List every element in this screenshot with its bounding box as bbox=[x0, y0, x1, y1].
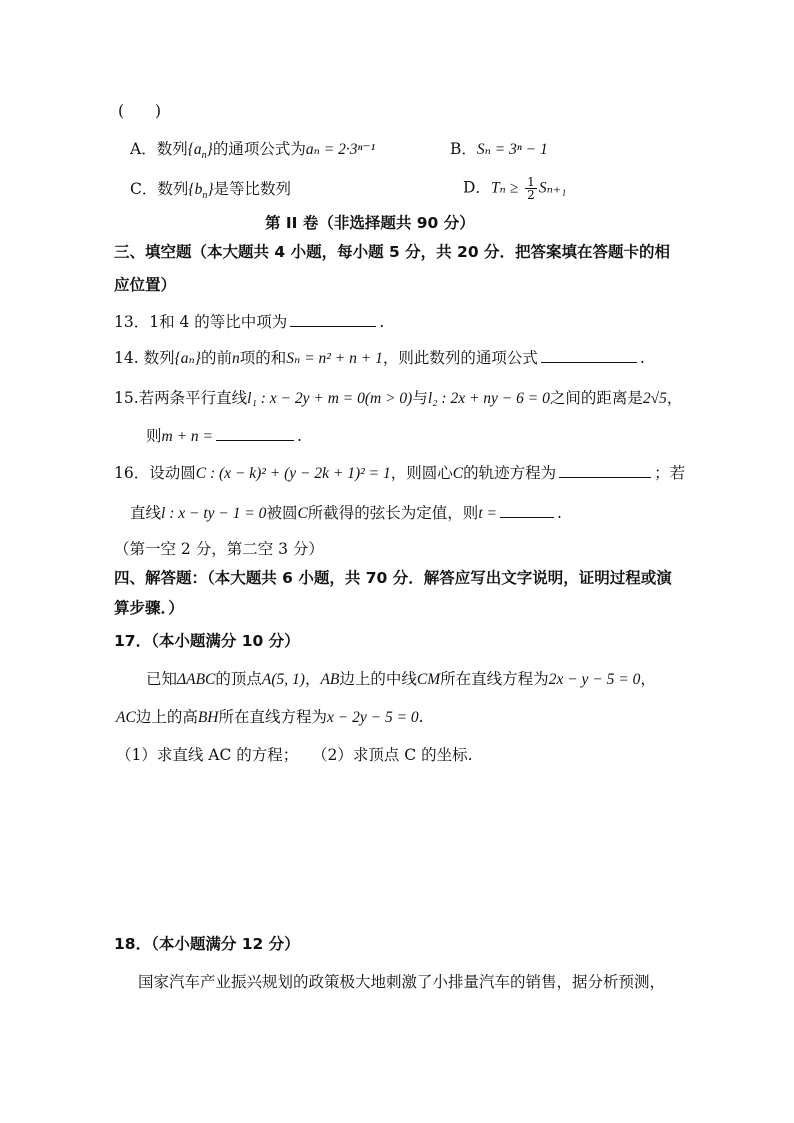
q16-c2: C bbox=[297, 505, 308, 522]
q17-eq2: x − 2y − 5 = 0 bbox=[327, 709, 419, 726]
q15-line-1: l₁ : x − 2y + m = 0(m > 0) bbox=[247, 390, 413, 407]
option-d-rhs: Sₙ₊₁ bbox=[538, 179, 567, 197]
q16-line-eq: l : x − ty − 1 = 0 bbox=[161, 505, 267, 522]
option-d-fraction bbox=[525, 176, 537, 201]
option-b bbox=[450, 138, 548, 161]
q14-seq: {aₙ} bbox=[174, 350, 202, 367]
q17-eq1: 2x − y − 5 = 0 bbox=[548, 671, 641, 688]
q16-tail2: ；若 bbox=[654, 464, 686, 482]
q13-end: . bbox=[379, 313, 385, 331]
q15-mid: 与 bbox=[412, 389, 428, 407]
option-a-label: A．数列 bbox=[130, 140, 188, 158]
q14-end: . bbox=[639, 349, 645, 367]
part-3-heading-cont: 应位置） bbox=[114, 276, 177, 294]
q15-distance: 2√5 bbox=[642, 390, 667, 407]
q13-text: 13．1和 4 的等比中项为 bbox=[114, 313, 288, 331]
option-d bbox=[463, 176, 566, 201]
q16-line2-pre: 直线 bbox=[130, 504, 162, 522]
q17-p1-mid4: 所在直线方程为 bbox=[440, 670, 549, 688]
q17-ab: AB bbox=[320, 671, 340, 688]
fraction-den: 2 bbox=[527, 188, 535, 202]
q15-line-2: l₂ : 2x + ny − 6 = 0 bbox=[427, 390, 550, 407]
q14-mid: 的前 bbox=[201, 349, 233, 367]
q17-p1-mid: 的顶点 bbox=[215, 670, 262, 688]
q14-formula: Sₙ = n² + n + 1 bbox=[286, 350, 383, 367]
q16-circle: C : (x − k)² + (y − 2k + 1)² = 1 bbox=[195, 465, 391, 482]
option-a-formula: aₙ = 2·3ⁿ⁻¹ bbox=[305, 141, 376, 158]
q16-t: t = bbox=[478, 505, 497, 522]
q17-triangle: ΔABC bbox=[177, 671, 216, 688]
q15-blank[interactable] bbox=[216, 424, 294, 441]
q17-p1-pre: 已知 bbox=[146, 670, 178, 688]
q17-point-a: A(5, 1) bbox=[261, 671, 305, 688]
q17-p2-end: . bbox=[418, 708, 424, 726]
option-d-lhs: Tₙ ≥ bbox=[490, 179, 519, 197]
fraction-num: 1 bbox=[527, 175, 535, 189]
q16-line2-mid: 被圆 bbox=[266, 504, 298, 522]
q16-pre: 16．设动圆 bbox=[114, 464, 196, 482]
question-17-para-1 bbox=[146, 668, 656, 691]
q14-tail: ，则此数列的通项公式 bbox=[382, 349, 538, 367]
part-3-heading: 三、填空题（本大题共 4 小题，每小题 5 分，共 20 分．把答案填在答题卡的相 bbox=[114, 243, 671, 261]
q15-end: . bbox=[297, 427, 302, 445]
q16-blank-1[interactable] bbox=[559, 461, 651, 478]
option-c bbox=[130, 178, 291, 207]
option-b-formula: Sₙ = 3ⁿ − 1 bbox=[476, 141, 548, 158]
answer-paren: ( ) bbox=[118, 102, 162, 120]
question-18-para-1: 国家汽车产业振兴规划的政策极大地刺激了小排量汽车的销售，据分析预测， bbox=[138, 973, 666, 991]
q15-line2-pre: 则 bbox=[146, 427, 162, 445]
q14-blank[interactable] bbox=[541, 346, 637, 363]
q16-mid: ，则圆心 bbox=[390, 464, 453, 482]
q16-line2-mid2: 所截得的弦长为定值，则 bbox=[307, 504, 479, 522]
q16-tail: 的轨迹方程为 bbox=[463, 464, 557, 482]
q13-blank[interactable] bbox=[290, 310, 376, 327]
q14-n: n bbox=[232, 350, 240, 367]
q15-pre: 15.若两条平行直线 bbox=[114, 389, 248, 407]
q16-c: C bbox=[452, 465, 464, 482]
q15-mn: m + n = bbox=[161, 428, 214, 445]
question-16-cont bbox=[130, 501, 562, 525]
option-d-label: D． bbox=[463, 178, 491, 197]
question-14 bbox=[114, 346, 645, 370]
section-2-title: 第 II 卷（非选择题共 90 分） bbox=[265, 214, 475, 232]
q14-pre: 14. 数列 bbox=[114, 349, 175, 367]
option-c-label: C．数列 bbox=[130, 180, 189, 198]
option-c-seq: $\{b_n\}$ bbox=[188, 181, 214, 202]
q15-comma: ， bbox=[666, 389, 683, 407]
option-c-tail: 是等比数列 bbox=[213, 180, 292, 198]
question-15 bbox=[114, 387, 682, 410]
option-a bbox=[130, 138, 375, 167]
option-a-seq: $\{a_n\}$ bbox=[187, 141, 213, 162]
question-17-sub-2: （2）求顶点 C 的坐标. bbox=[312, 746, 473, 764]
q15-tail: 之间的距离是 bbox=[549, 389, 643, 407]
question-15-cont bbox=[146, 424, 302, 448]
question-17-title: 17．（本小题满分 10 分） bbox=[114, 632, 300, 650]
option-a-mid: 的通项公式为 bbox=[212, 140, 306, 158]
q16-blank-2[interactable] bbox=[500, 501, 554, 518]
question-17-sub-1: （1）求直线 AC 的方程； bbox=[116, 746, 299, 764]
question-13 bbox=[114, 310, 384, 333]
q17-p2-mid: 边上的高 bbox=[135, 708, 198, 726]
part-4-heading: 四、解答题：（本大题共 6 小题，共 70 分．解答应写出文字说明，证明过程或演 bbox=[114, 569, 672, 587]
q14-mid2: 项的和 bbox=[239, 349, 287, 367]
q17-bh: BH bbox=[197, 709, 219, 726]
q17-ac: AC bbox=[116, 709, 136, 726]
question-16 bbox=[114, 461, 685, 485]
q17-p1-end: ， bbox=[640, 670, 656, 688]
q17-cm: CM bbox=[416, 671, 441, 688]
question-17-para-2 bbox=[116, 706, 424, 729]
option-b-label: B． bbox=[450, 140, 477, 158]
part-4-heading-cont: 算步骤．） bbox=[114, 599, 184, 617]
q16-end: . bbox=[556, 504, 562, 522]
q16-score-note: （第一空 2 分，第二空 3 分） bbox=[114, 540, 324, 558]
q17-p1-mid3: 边上的中线 bbox=[339, 670, 417, 688]
q17-p1-mid2: ， bbox=[304, 670, 321, 688]
question-18-title: 18．（本小题满分 12 分） bbox=[114, 935, 300, 953]
q17-p2-mid2: 所在直线方程为 bbox=[218, 708, 328, 726]
